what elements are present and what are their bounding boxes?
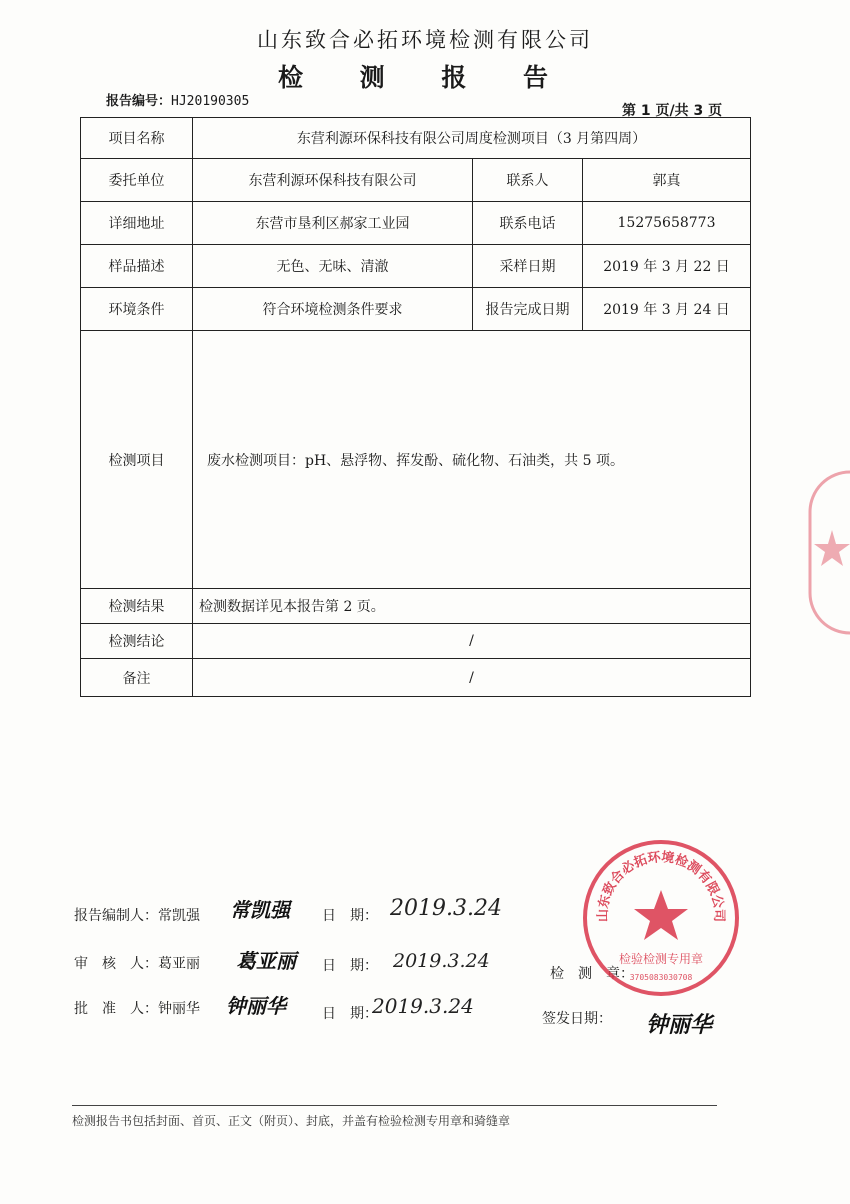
table-row (81, 159, 751, 202)
sample-value: 无色、无味、清澈 (193, 245, 473, 288)
seal-number: 3705083030708 (629, 973, 693, 982)
reviewer-name: 葛亚丽 (158, 956, 200, 972)
seal-text: 山东致合必拓环境检测有限公司 (595, 850, 727, 923)
editor-signature: 常凯强 (230, 898, 290, 922)
reviewer-signature: 葛亚丽 (236, 949, 296, 973)
project-name-label: 项目名称 (81, 118, 193, 159)
editor-label: 报告编制人： (74, 908, 158, 924)
sampling-date-value: 2019 年 3 月 22 日 (583, 245, 751, 288)
client-value: 东营利源环保科技有限公司 (193, 159, 473, 202)
report-number-label: 报告编号： (106, 94, 172, 109)
reviewer-date: 2019.3.24 (393, 950, 490, 972)
table-row (81, 202, 751, 245)
address-value: 东营市垦利区郝家工业园 (193, 202, 473, 245)
edge-seal-icon (808, 470, 850, 635)
reviewer-label: 审 核 人： (74, 956, 158, 972)
issue-date-label: 签发日期： (542, 1011, 612, 1027)
contact-label: 联系人 (473, 159, 583, 202)
footer-divider (72, 1105, 717, 1106)
result-value: 检测数据详见本报告第 2 页。 (193, 589, 751, 624)
official-seal-icon (581, 838, 741, 998)
result-label: 检测结果 (81, 589, 193, 624)
approver-date-label: 日 期： (322, 1006, 378, 1022)
phone-value: 15275658773 (583, 202, 751, 245)
table-row (81, 331, 751, 589)
reviewer-line (74, 953, 200, 973)
page-number: 第 1 页/共 3 页 (622, 103, 723, 119)
report-number (106, 90, 249, 109)
seal-bottom-text: 检验检测专用章 (618, 952, 704, 966)
seal-label: 检 测 章： (550, 966, 634, 982)
table-row (81, 245, 751, 288)
address-label: 详细地址 (81, 202, 193, 245)
approver-label: 批 准 人： (74, 1001, 158, 1017)
sampling-date-label: 采样日期 (473, 245, 583, 288)
report-date-label: 报告完成日期 (473, 288, 583, 331)
table-row (81, 589, 751, 624)
conclusion-value: / (193, 624, 751, 659)
table-row (81, 118, 751, 159)
company-name: 山东致合必拓环境检测有限公司 (257, 28, 593, 52)
editor-date-label: 日 期： (322, 908, 378, 924)
client-label: 委托单位 (81, 159, 193, 202)
editor-date: 2019.3.24 (390, 896, 502, 921)
approver-name: 钟丽华 (158, 1001, 200, 1017)
conclusion-label: 检测结论 (81, 624, 193, 659)
table-row (81, 659, 751, 697)
contact-value: 郭真 (583, 159, 751, 202)
env-label: 环境条件 (81, 288, 193, 331)
table-row (81, 624, 751, 659)
footer-note: 检测报告书包括封面、首页、正文（附页）、封底，并盖有检验检测专用章和骑缝章 (72, 1114, 511, 1128)
env-value: 符合环境检测条件要求 (193, 288, 473, 331)
editor-name: 常凯强 (158, 908, 200, 924)
sample-label: 样品描述 (81, 245, 193, 288)
items-label: 检测项目 (81, 331, 193, 589)
approver-line (74, 998, 200, 1018)
report-number-value: HJ20190305 (171, 94, 250, 109)
table-row (81, 288, 751, 331)
report-title: 检 测 报 告 (277, 63, 573, 92)
approver-signature: 钟丽华 (226, 994, 286, 1018)
approver-date: 2019.3.24 (372, 994, 474, 1018)
reviewer-date-label: 日 期： (322, 958, 378, 974)
report-date-value: 2019 年 3 月 24 日 (583, 288, 751, 331)
phone-label: 联系电话 (473, 202, 583, 245)
report-info-table (80, 117, 751, 697)
issue-signature: 钟丽华 (646, 1013, 713, 1038)
remark-label: 备注 (81, 659, 193, 697)
editor-line (74, 905, 200, 925)
remark-value: / (193, 659, 751, 697)
project-name-value: 东营利源环保科技有限公司周度检测项目（3 月第四周） (193, 118, 751, 159)
items-value: 废水检测项目：pH、悬浮物、挥发酚、硫化物、石油类，共 5 项。 (193, 331, 751, 589)
